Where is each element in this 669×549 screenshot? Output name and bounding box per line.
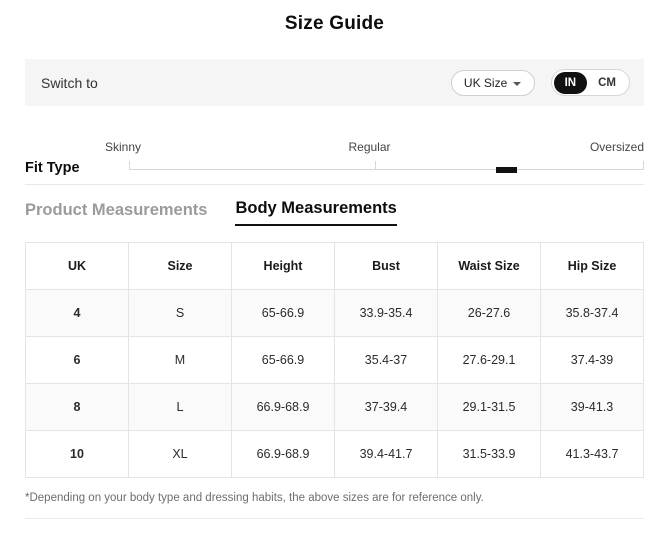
table-cell: 4 [26,290,129,337]
table-header-cell: Size [129,243,232,290]
fit-type-label: Fit Type [25,160,80,176]
table-cell: 31.5-33.9 [438,431,541,478]
table-cell: L [129,384,232,431]
table-cell: 27.6-29.1 [438,337,541,384]
region-size-select[interactable] [451,70,535,96]
table-cell: M [129,337,232,384]
fit-type-marks [105,140,644,154]
table-cell: 66.9-68.9 [232,431,335,478]
bottom-divider [25,518,644,519]
table-cell: 65-66.9 [232,337,335,384]
table-cell: 35.4-37 [335,337,438,384]
footnote-text: *Depending on your body type and dressing habits, the above sizes are for reference only. [25,492,484,504]
table-cell: 35.8-37.4 [541,290,644,337]
table-cell: 37-39.4 [335,384,438,431]
fit-slider-thumb[interactable] [496,167,517,173]
table-cell: 8 [26,384,129,431]
fit-tick-oversized [643,161,644,170]
fit-tick-skinny [129,161,130,170]
unit-switch-bar [25,59,644,106]
table-cell: S [129,290,232,337]
table-row [26,431,644,478]
section-divider [25,184,644,185]
table-cell: 37.4-39 [541,337,644,384]
tab-product-measurements[interactable]: Product Measurements [25,201,208,219]
fit-mark-skinny: Skinny [105,140,142,154]
table-cell: 65-66.9 [232,290,335,337]
table-cell: 10 [26,431,129,478]
page-title: Size Guide [284,13,385,34]
table-header-cell: Waist Size [438,243,541,290]
table-header-cell: UK [26,243,129,290]
unit-toggle-option-in[interactable]: IN [554,72,588,94]
table-cell: 66.9-68.9 [232,384,335,431]
table-cell: 41.3-43.7 [541,431,644,478]
fit-mark-oversized: Oversized [589,140,644,154]
region-size-value: UK Size [463,75,508,90]
switch-to-label: Switch to [41,74,98,91]
table-cell: 26-27.6 [438,290,541,337]
measurement-tabs [25,199,644,226]
table-cell: 6 [26,337,129,384]
table-cell: 33.9-35.4 [335,290,438,337]
table-header-cell: Hip Size [541,243,644,290]
table-cell: 39.4-41.7 [335,431,438,478]
size-table [25,242,644,478]
fit-type-slider[interactable] [105,128,644,184]
fit-mark-regular: Regular [348,140,391,154]
table-cell: 39-41.3 [541,384,644,431]
tab-body-measurements[interactable]: Body Measurements [235,199,396,226]
unit-toggle-option-cm[interactable]: CM [598,76,616,89]
chevron-down-icon [513,82,521,86]
table-row [26,337,644,384]
table-row [26,384,644,431]
table-header-row [26,243,644,290]
table-header-cell: Bust [335,243,438,290]
fit-type-section [25,128,644,184]
table-cell: 29.1-31.5 [438,384,541,431]
fit-slider-track [129,169,644,170]
table-header-cell: Height [232,243,335,290]
unit-toggle[interactable] [551,69,630,96]
table-row [26,290,644,337]
table-cell: XL [129,431,232,478]
fit-tick-regular [375,161,376,170]
